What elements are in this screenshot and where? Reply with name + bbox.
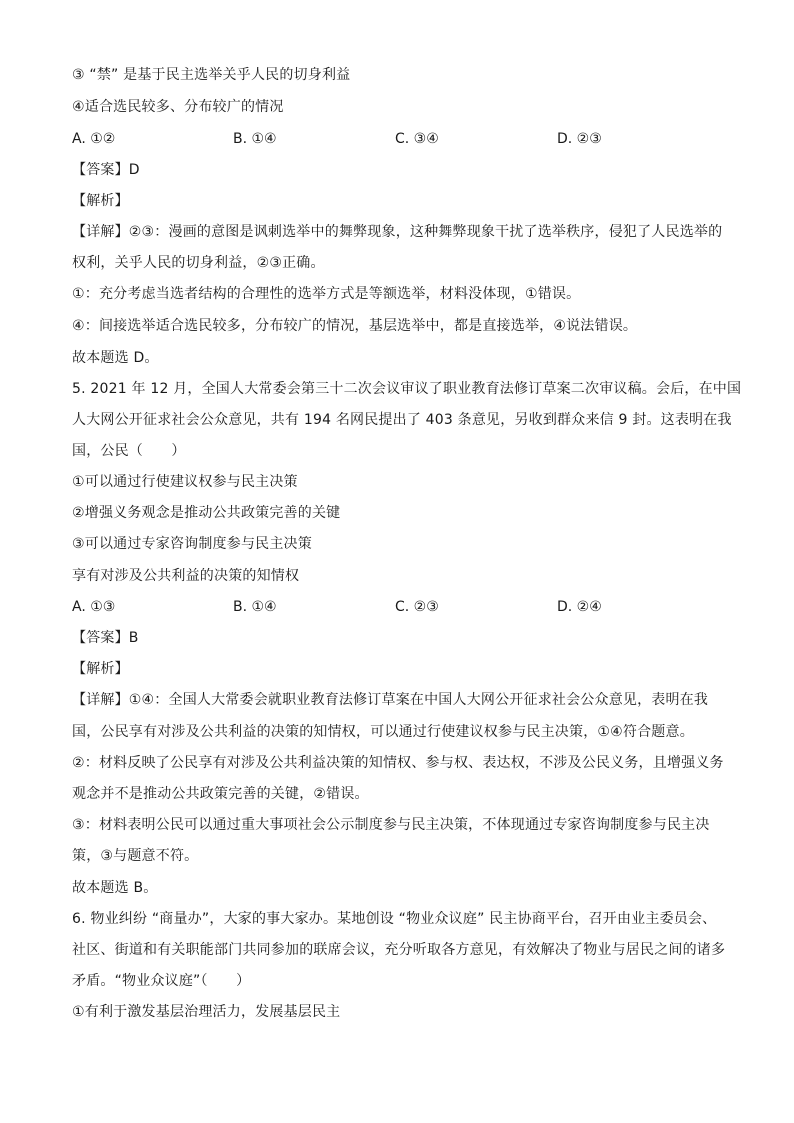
q5-statement-4: 享有对涉及公共利益的决策的知情权: [72, 568, 300, 584]
q5-detail-line-6: 策，③与题意不符。: [72, 848, 199, 864]
q5-stem-line-3: 国，公民（ ）: [72, 443, 186, 459]
q6-stem-line-1: 6. 物业纠纷 “商量办”，大家的事大家办。某地创设 “物业众议庭” 民主协商平台，召开由业主委员会、: [72, 911, 717, 927]
q4-options: [72, 129, 732, 149]
q5-stem-line-1: 5. 2021 年 12 月，全国人大常委会第三十二次会议审议了职业教育法修订草案二次审议稿。会后，在中国: [72, 381, 742, 397]
q5-detail-line-2: 国，公民享有对涉及公共利益的决策的知情权，可以通过行使建议权参与民主决策，①④符合题意。: [72, 724, 694, 740]
q4-option-b: B. ①④: [233, 131, 277, 147]
q5-option-c: C. ②③: [395, 599, 439, 615]
q4-answer: 【答案】D: [72, 162, 140, 178]
q4-conclusion: 故本题选 D。: [72, 350, 159, 366]
q5-stem-line-2: 人大网公开征求社会公众意见，共有 194 名网民提出了 403 条意见，另收到群众来信 9 封。这表明在我: [72, 412, 732, 428]
q4-option-a: A. ①②: [72, 131, 116, 147]
q5-option-b: B. ①④: [233, 599, 277, 615]
q6-statement-1: ①有利于激发基层治理活力，发展基层民主: [72, 1004, 341, 1020]
q4-analysis-heading: 【解析】: [72, 193, 129, 209]
q5-conclusion: 故本题选 B。: [72, 880, 158, 896]
q5-statement-1: ①可以通过行使建议权参与民主决策: [72, 474, 298, 490]
q4-detail-line-2: 权利，关乎人民的切身利益，②③正确。: [72, 255, 325, 271]
q6-stem-line-3: 矛盾。“物业众议庭”（ ）: [72, 973, 251, 989]
q5-detail-line-5: ③：材料表明公民可以通过重大事项社会公示制度参与民主决策，不体现通过专家咨询制度参与民主决: [72, 817, 710, 833]
q5-detail-line-1: 【详解】①④：全国人大常委会就职业教育法修订草案在中国人大网公开征求社会公众意见，表明在我: [72, 692, 709, 708]
q6-stem-line-2: 社区、街道和有关职能部门共同参加的联席会议，充分听取各方意见，有效解决了物业与居民之间的诸多: [72, 942, 726, 958]
q5-detail-line-4: 观念并不是推动公共政策完善的关键，②错误。: [72, 786, 369, 802]
q4-detail-line-4: ④：间接选举适合选民较多，分布较广的情况，基层选举中，都是直接选举，④说法错误。: [72, 318, 638, 334]
q5-detail-line-3: ②：材料反映了公民享有对涉及公共利益决策的知情权、参与权、表达权，不涉及公民义务，且增强义务: [72, 755, 724, 771]
q4-detail-line-1: 【详解】②③：漫画的意图是讽刺选举中的舞弊现象，这种舞弊现象干扰了选举秩序，侵犯了人民选举的: [72, 224, 723, 240]
q5-option-a: A. ①③: [72, 599, 116, 615]
q4-option-d: D. ②③: [557, 131, 602, 147]
q4-statement-4: ④适合选民较多、分布较广的情况: [72, 99, 284, 115]
q5-statement-2: ②增强义务观念是推动公共政策完善的关键: [72, 505, 341, 521]
q4-option-c: C. ③④: [395, 131, 439, 147]
q5-statement-3: ③可以通过专家咨询制度参与民主决策: [72, 536, 312, 552]
q4-detail-line-3: ①：充分考虑当选者结构的合理性的选举方式是等额选举，材料没体现，①错误。: [72, 286, 581, 302]
q5-answer: 【答案】B: [72, 630, 139, 646]
q5-option-d: D. ②④: [557, 599, 602, 615]
q5-options: [72, 597, 732, 617]
q5-analysis-heading: 【解析】: [72, 661, 129, 677]
q4-statement-3: ③ “禁” 是基于民主选举关乎人民的切身利益: [72, 67, 351, 83]
